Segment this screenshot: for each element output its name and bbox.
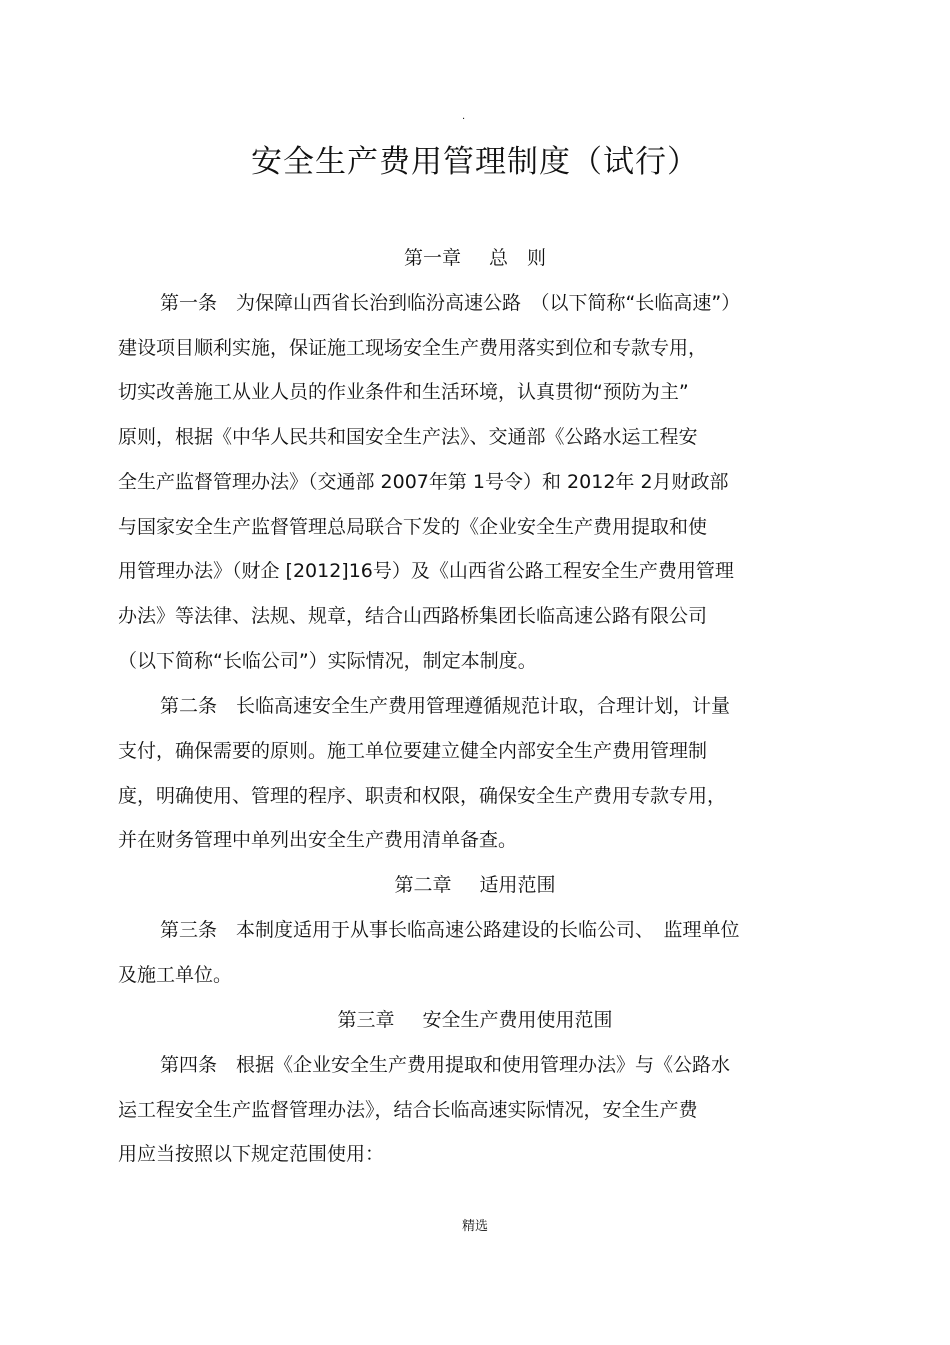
article-3-line-2: 及施工单位。 xyxy=(118,964,233,986)
chapter-3-name: 安全生产费用使用范围 xyxy=(422,1009,613,1031)
document-title: 安全生产费用管理制度（试行） xyxy=(251,144,699,180)
article-1-line-5: 全生产监督管理办法》（交通部 2007年第 1号令）和 2012年 2月财政部 xyxy=(118,471,729,493)
article-1-line-3: 切实改善施工从业人员的作业条件和生活环境，认真贯彻“预防为主” xyxy=(118,381,689,403)
article-4-line-3: 用应当按照以下规定范围使用： xyxy=(118,1143,385,1165)
chapter-2-label: 第二章 xyxy=(394,874,452,896)
article-3-line-1: 第三条 本制度适用于从事长临高速公路建设的长临公司、 监理单位 xyxy=(160,919,740,941)
article-2-line-3: 度，明确使用、管理的程序、职责和权限，确保安全生产费用专款专用， xyxy=(118,785,727,807)
article-4-line-2: 运工程安全生产监督管理办法》，结合长临高速实际情况，安全生产费 xyxy=(118,1099,698,1121)
article-1-line-8: 办法》等法律、法规、规章，结合山西路桥集团长临高速公路有限公司 xyxy=(118,605,708,627)
article-1-line-6: 与国家安全生产监督管理总局联合下发的《企业安全生产费用提取和使 xyxy=(118,516,708,538)
article-2-line-2: 支付，确保需要的原则。施工单位要建立健全内部安全生产费用管理制 xyxy=(118,740,708,762)
article-4-line-1: 第四条 根据《企业安全生产费用提取和使用管理办法》与《公路水 xyxy=(160,1054,731,1076)
article-2-line-1: 第二条 长临高速安全生产费用管理遵循规范计取，合理计划，计量 xyxy=(160,695,731,717)
header-mark: . xyxy=(462,111,466,122)
chapter-3-heading xyxy=(0,1006,950,1034)
chapter-1-name: 总 则 xyxy=(489,247,547,269)
chapter-3-label: 第三章 xyxy=(337,1009,395,1031)
article-1-line-2: 建设项目顺利实施，保证施工现场安全生产费用落实到位和专款专用， xyxy=(118,337,708,359)
chapter-1-heading xyxy=(0,244,950,272)
article-1-line-4: 原则，根据《中华人民共和国安全生产法》、交通部《公路水运工程安 xyxy=(118,426,698,448)
chapter-2-heading xyxy=(0,871,950,899)
article-1-line-9: （以下简称“长临公司”）实际情况，制定本制度。 xyxy=(118,650,537,672)
article-2-line-4: 并在财务管理中单列出安全生产费用清单备查。 xyxy=(118,829,518,851)
page-footer: 精选 xyxy=(461,1219,488,1234)
article-1-line-7: 用管理办法》（财企 [2012]16号）及《山西省公路工程安全生产费用管理 xyxy=(118,560,734,582)
article-1-line-1: 第一条 为保障山西省长治到临汾高速公路 （以下简称“长临高速”） xyxy=(160,292,741,314)
chapter-2-name: 适用范围 xyxy=(479,874,556,896)
chapter-1-label: 第一章 xyxy=(403,247,461,269)
